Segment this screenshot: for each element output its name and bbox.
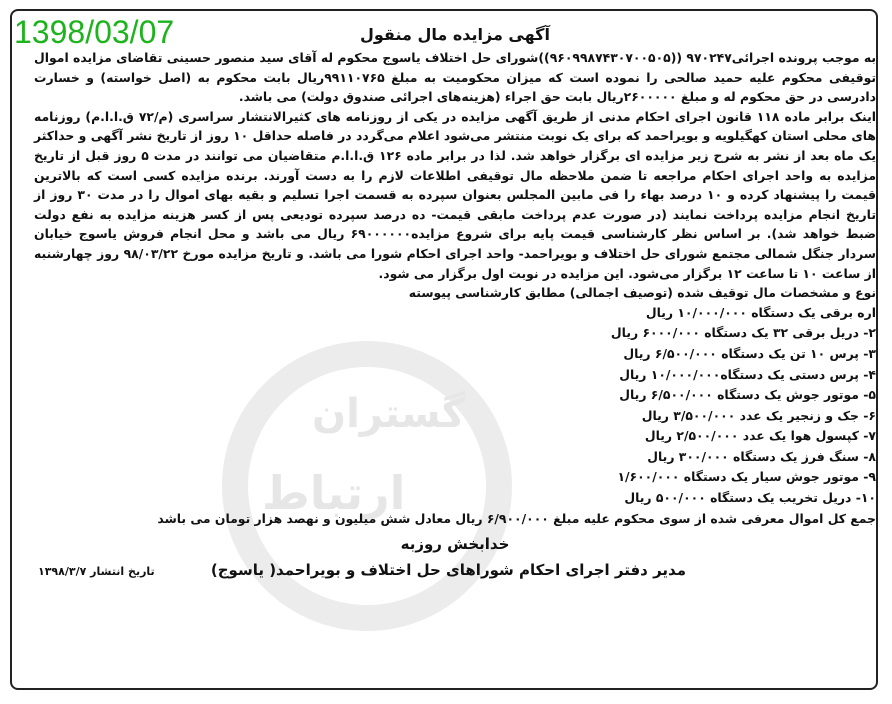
list-item: ۴- پرس دستی یک دستگاه۱۰/۰۰۰/۰۰۰ ریال [619, 366, 876, 382]
list-item: ۹- موتور جوش سیار یک دستگاه ۱/۶۰۰/۰۰۰ [617, 469, 876, 485]
notice-paragraph: به موجب پرونده اجرائی۹۷۰۲۴۷ ((۹۶۰۹۹۸۷۴۳۰۷۰۰۵۰۵))شورای حل اختلاف یاسوج محکوم له آقای سید منصور حسینی تقاضای مزایده اموال توقیفی محکوم علیه حمید صالحی را نموده است که میزان محکومیت به مبلغ ۹۹۱۱۰۷۶۵ریال بابت محکوم به (اصل خواسته) و خسارت دادرسی در حق محکوم له و مبلغ ۲۶۰۰۰۰۰ریال بابت حق اجراء (هزینه‌های اجرائی صندوق دولت) می باشد. [34, 50, 877, 105]
date-stamp: 1398/03/07 [14, 14, 175, 50]
notice-frame [10, 9, 878, 690]
list-item: ۶- جک و زنجیر یک عدد ۳/۵۰۰/۰۰۰ ریال [641, 407, 876, 423]
watermark-text: گستران [312, 391, 466, 437]
list-item: ۳- پرس ۱۰ تن یک دستگاه ۶/۵۰۰/۰۰۰ ریال [623, 345, 876, 361]
list-item: ۸- سنگ فرز یک دستگاه ۳۰۰/۰۰۰ ریال [647, 448, 876, 464]
items-list [34, 303, 876, 509]
signature-name: خدابخش روزبه [400, 534, 510, 553]
list-item: ۷- کپسول هوا یک عدد ۲/۵۰۰/۰۰۰ ریال [644, 428, 876, 444]
signature-row [34, 561, 876, 591]
notice-body [34, 25, 876, 591]
list-item: ۵- موتور جوش یک دستگاه ۶/۵۰۰/۰۰۰ ریال [619, 387, 876, 403]
watermark-text: ارتباط [262, 466, 406, 520]
signature-title: مدیر دفتر اجرای احکام شوراهای حل اختلاف و بویراحمد( یاسوج) [210, 560, 686, 579]
items-heading: نوع و مشخصات مال توقیف شده (توصیف اجمالی) مطابق کارشناسی پیوسته [408, 285, 876, 301]
list-item: اره برقی یک دستگاه ۱۰/۰۰۰/۰۰۰ ریال [645, 304, 876, 320]
total-amount: جمع کل اموال معرفی شده از سوی محکوم علیه مبلغ ۶/۹۰۰/۰۰۰ ریال معادل شش میلیون و نهصد هزار تومان می باشد [157, 510, 876, 526]
notice-paragraph: اینک برابر ماده ۱۱۸ قانون اجرای احکام مدنی از طریق آگهی مزایده در یکی از روزنامه های کثیرالانتشار سراسری (م/۷۲ ق.ا.ا.م) روزنامه های محلی استان کهگیلویه و بویراحمد که برای یک نوبت منتشر می‌شود اعلام می‌گردد در فاصله حداقل ۱۰ روز از تاریخ نشر آگهی و حداکثر یک ماه بعد از نشر به شرح زیر مزایده ای برگزار خواهد شد. لذا در برابر ماده ۱۲۶ ق.ا.ا.م متقاضیان می توانند در مدت ۵ روز قبل از تاریخ مزایده به واحد اجرای احکام مراجعه تا ضمن ملاحظه مال توقیفی اطلاعات لازم را به دست آورند. برنده مزایده کسی است که بالاترین قیمت را پیشنهاد کرده و ۱۰ درصد بهاء را فی مابین المجلس بعنوان سپرده به قسمت اجرا تسلیم و بقیه بهای اموال را در مدت ۳۰ روز از تاریخ انجام مزایده پرداخت نمایند (در صورت عدم پرداخت مابقی قیمت- ده درصد سپرده تودیعی پس از کسر هزینه مزایده به نفع دولت ضبط خواهد شد). بر اساس نظر کارشناسی قیمت پایه برای شروع مزایده۶۹۰۰۰۰۰۰ ریال می باشد و محل انجام فروش یاسوج خیابان سردار جنگل شمالی مجتمع شورای حل اختلاف و بویراحمد- واحد اجرای احکام شورا می باشد. و تاریخ مزایده مورخ ۹۸/۰۳/۲۲ روز چهارشنبه از ساعت ۱۰ تا ساعت ۱۲ برگزار می‌شود. این مزایده در نوبت اول برگزار می شود. [34, 108, 877, 281]
publish-date: تاریخ انتشار ۱۳۹۸/۳/۷ [38, 564, 155, 578]
notice-title: آگهی مزایده مال منقول [360, 25, 550, 44]
list-item: ۱۰- دریل تخریب یک دستگاه ۵۰۰/۰۰۰ ریال [624, 490, 876, 506]
list-item: ۲- دریل برقی ۳۲ یک دستگاه ۶۰۰۰/۰۰۰ ریال [610, 325, 876, 341]
